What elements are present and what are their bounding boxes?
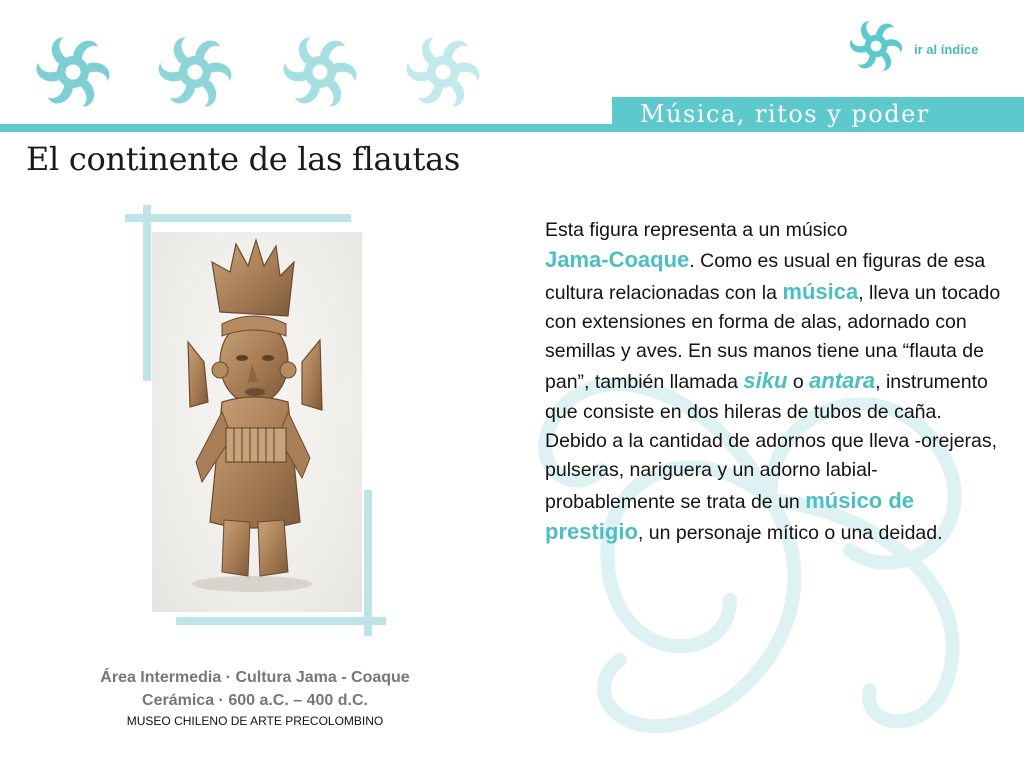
index-link[interactable]: ir al índice [914,42,979,57]
highlight-jama-coaque: Jama-Coaque [545,247,690,273]
caption-line-2: Cerámica · 600 a.C. – 400 d.C. [142,692,368,709]
text-segment: Esta figura representa a un músico [545,219,848,241]
caption-line-1: Área Intermedia · Cultura Jama - Coaque [100,669,410,686]
frame-line [176,617,386,625]
spiral-motif-icon [150,30,240,114]
highlight-musico-de-prestigio: músico de prestigio [545,487,914,544]
page-title: El continente de las flautas [26,140,461,178]
spiral-motif-icon [28,30,118,114]
artifact-photo [152,232,362,612]
index-spiral-icon[interactable] [843,16,909,76]
museum-credit: MUSEO CHILENO DE ARTE PRECOLOMBINO [126,714,384,728]
text-segment: . Como es usual en figuras de esa cultura relacionadas con la [545,250,986,304]
text-segment: , lleva un tocado con extensiones en forma de alas, adornado con semillas y aves. En sus manos tiene una “flauta de pan”, también llamada [545,281,1001,394]
frame-line [143,205,151,381]
section-title: Música, ritos y poder [612,97,1024,132]
frame-line [364,490,372,636]
text-segment: , un personaje mítico o una deidad. [637,521,943,544]
spiral-motif-icon [275,30,365,114]
text-segment: , instrumento que consiste en dos hileras de tubos de caña. Debido a la cantidad de adornos que lleva -orejeras, pulseras, nariguera y un adorno labial- probablemente se trata de un [545,371,998,513]
description-text [545,216,1005,548]
ceramic-figure-image [152,232,362,612]
frame-line [125,214,351,222]
highlight-musica: música [782,278,859,304]
highlight-siku: siku [743,368,788,394]
highlight-antara: antara [809,368,876,394]
spiral-motif-icon [398,30,488,114]
text-segment: o [787,371,810,394]
